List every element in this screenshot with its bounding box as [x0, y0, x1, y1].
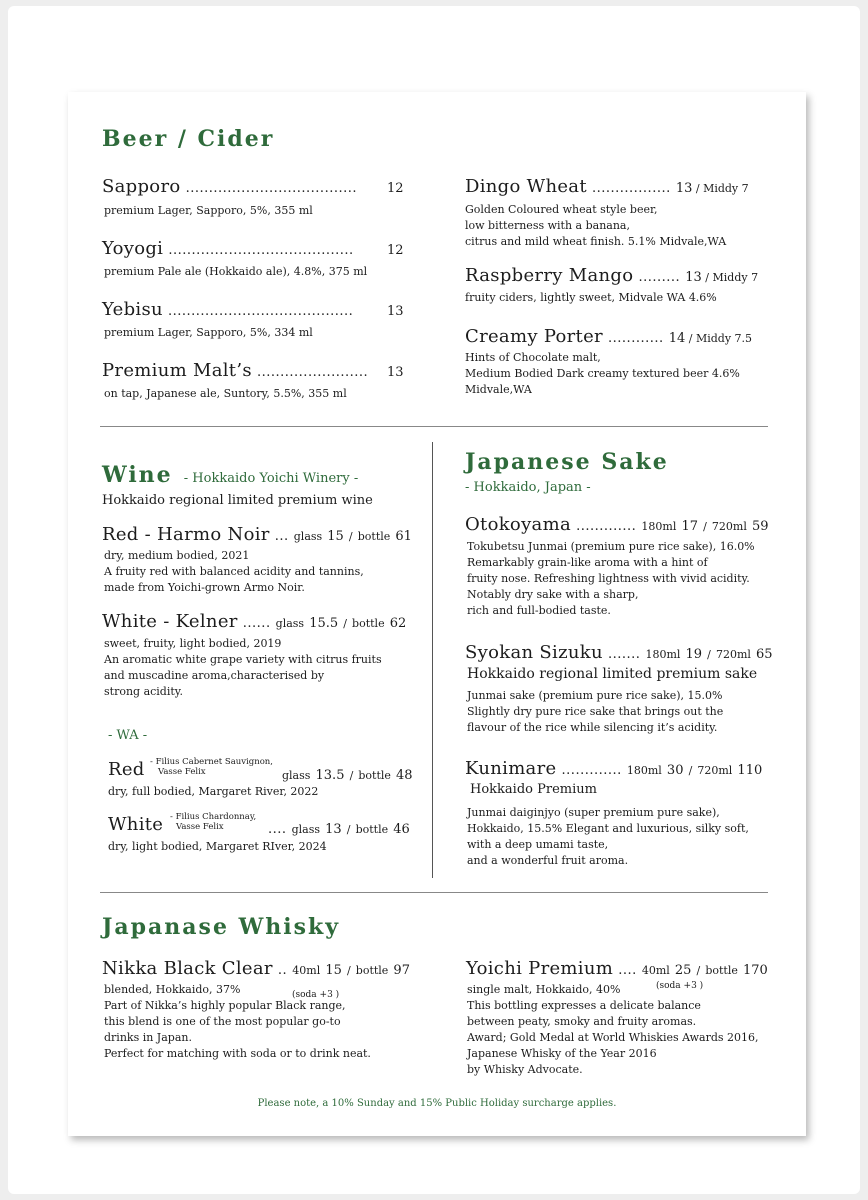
item-price-middy: Middy 7	[703, 182, 749, 195]
item-description	[465, 350, 740, 398]
description-line: Perfect for matching with soda or to drink neat.	[104, 1047, 371, 1060]
item-price-middy: Middy 7.5	[695, 332, 753, 345]
item-description: premium Pale ale (Hokkaido ale), 4.8%, 375 ml	[104, 265, 368, 278]
section-divider	[100, 892, 768, 893]
item-description: fruity ciders, lightly sweet, Midvale WA 4.6%	[465, 291, 717, 304]
whisky-heading: Japanase Whisky	[102, 914, 341, 940]
note-line: - Filius Chardonnay,	[170, 812, 257, 822]
leader-dots: ......	[242, 616, 271, 631]
bottle-price: 62	[389, 616, 407, 631]
size-price: 15	[325, 963, 342, 978]
price-separator: /	[703, 520, 707, 533]
item-description: premium Lager, Sapporo, 5%, 334 ml	[104, 326, 313, 339]
item-name: Red - Harmo Noir	[102, 524, 270, 545]
menu-item-raspberry-mango	[465, 265, 758, 286]
description-line: Notably dry sake with a sharp,	[467, 588, 639, 601]
description-line: low bitterness with a banana,	[465, 219, 630, 232]
item-name: Nikka Black Clear	[102, 958, 273, 979]
leader-dots: .....................................	[185, 181, 357, 196]
description-line: blended, Hokkaido, 37%	[104, 983, 241, 996]
sake-heading: Japanese Sake	[465, 449, 669, 475]
item-price: 13	[387, 365, 404, 380]
leader-dots: .............	[576, 519, 637, 534]
leader-dots: ....	[268, 822, 287, 837]
section-divider	[100, 426, 768, 427]
leader-dots: .................	[591, 181, 671, 196]
description-line: Remarkably grain-like aroma with a hint of	[467, 556, 708, 569]
menu-item-yoichi-premium	[466, 958, 768, 979]
soda-note: (soda +3 )	[292, 990, 340, 1000]
description-line: single malt, Hokkaido, 40%	[467, 983, 621, 996]
item-name: Yoichi Premium	[466, 958, 614, 979]
description-line: by Whisky Advocate.	[467, 1063, 583, 1076]
item-name: Yoyogi	[102, 238, 164, 259]
price-separator: /	[343, 617, 347, 630]
item-name: Dingo Wheat	[465, 176, 587, 197]
description-line: Tokubetsu Junmai (premium pure rice sake), 16.0%	[467, 540, 755, 553]
description-line: strong acidity.	[104, 685, 184, 698]
glass-price: 13.5	[315, 768, 345, 783]
item-description	[104, 982, 371, 1062]
leader-dots: ............	[608, 331, 664, 346]
item-price: 13	[387, 304, 404, 319]
bottle-label: bottle	[357, 530, 391, 543]
description-line: Hints of Chocolate malt,	[465, 351, 601, 364]
wa-white-prices	[268, 818, 410, 837]
description-line: Part of Nikka’s highly popular Black range,	[104, 999, 346, 1012]
size-price: 59	[751, 519, 769, 534]
price-separator: /	[701, 271, 713, 284]
bottle-price: 46	[393, 822, 410, 837]
wa-red-prices	[282, 764, 413, 783]
menu-item-premium-malts	[102, 360, 368, 381]
glass-price: 15.5	[309, 616, 339, 631]
menu-item-sapporo	[102, 176, 357, 197]
glass-price: 15	[327, 529, 344, 544]
item-name: Creamy Porter	[465, 326, 603, 347]
description-line: rich and full-bodied taste.	[467, 604, 611, 617]
leader-dots: ........................	[256, 365, 369, 380]
item-name: Syokan Sizuku	[465, 642, 603, 663]
note-line: Vasse Felix	[176, 822, 224, 832]
menu-page	[68, 92, 806, 1136]
item-tagline: Hokkaido regional limited premium sake	[467, 666, 758, 682]
item-name: Red	[108, 759, 145, 780]
item-name: Yebisu	[102, 299, 163, 320]
bottle-price: 170	[742, 963, 768, 978]
item-description: dry, light bodied, Margaret RIver, 2024	[108, 840, 327, 853]
size-price: 30	[666, 763, 684, 778]
wine-producer-note	[150, 757, 273, 777]
column-divider	[432, 442, 433, 878]
description-line: sweet, fruity, light bodied, 2019	[104, 637, 282, 650]
size-price: 17	[681, 519, 698, 534]
glass-label: glass	[291, 823, 321, 836]
description-line: Midvale,WA	[465, 383, 532, 396]
size-label: 180ml	[645, 648, 681, 661]
price-separator: /	[688, 764, 693, 777]
leader-dots: .............	[561, 763, 622, 778]
description-line: An aromatic white grape variety with citrus fruits	[104, 653, 382, 666]
wine-heading: Wine	[102, 462, 173, 488]
item-tagline: Hokkaido Premium	[470, 782, 597, 797]
menu-item-yebisu	[102, 299, 353, 320]
item-price: 13	[685, 270, 702, 285]
size-label: 180ml	[626, 764, 662, 777]
description-line: A fruity red with balanced acidity and tannins,	[104, 565, 364, 578]
bottle-price: 48	[396, 768, 413, 783]
item-name: Otokoyama	[465, 514, 571, 535]
item-description	[467, 982, 759, 1078]
description-line: and muscadine aroma,characterised by	[104, 669, 325, 682]
item-description	[467, 539, 755, 619]
glass-label: glass	[293, 530, 323, 543]
leader-dots: ..	[277, 963, 288, 978]
menu-item-red-harmo-noir	[102, 524, 412, 545]
description-line: Japanese Whisky of the Year 2016	[467, 1047, 657, 1060]
price-separator: /	[348, 530, 353, 543]
description-line: with a deep umami taste,	[467, 838, 609, 851]
price-separator: /	[346, 964, 351, 977]
description-line: dry, medium bodied, 2021	[104, 549, 250, 562]
item-name: Sapporo	[102, 176, 181, 197]
size-label: 40ml	[292, 964, 321, 977]
description-line: Golden Coloured wheat style beer,	[465, 203, 658, 216]
price-separator: /	[692, 182, 704, 195]
item-description: premium Lager, Sapporo, 5%, 355 ml	[104, 204, 313, 217]
item-description: on tap, Japanese ale, Suntory, 5.5%, 355 ml	[104, 387, 347, 400]
description-line: Junmai sake (premium pure rice sake), 15.0%	[467, 689, 723, 702]
item-name: Kunimare	[465, 758, 557, 779]
glass-price: 13	[325, 822, 342, 837]
size-label: 720ml	[711, 520, 747, 533]
bottle-label: bottle	[355, 823, 389, 836]
description-line: this blend is one of the most popular go-to	[104, 1015, 341, 1028]
bottle-price: 97	[393, 963, 410, 978]
item-description	[104, 636, 382, 700]
item-name: White - Kelner	[102, 611, 238, 632]
item-price-middy: Middy 7	[712, 271, 759, 284]
item-name: Raspberry Mango	[465, 265, 634, 286]
item-description	[104, 548, 364, 596]
menu-item-kunimare	[465, 758, 762, 779]
leader-dots: .......	[607, 647, 641, 662]
glass-label: glass	[275, 617, 305, 630]
description-line: Award; Gold Medal at World Whiskies Awards 2016,	[467, 1031, 759, 1044]
surcharge-footer-note: Please note, a 10% Sunday and 15% Public Holiday surcharge applies.	[257, 1098, 617, 1109]
size-price: 19	[685, 647, 703, 662]
price-separator: /	[696, 964, 701, 977]
price-separator: /	[349, 769, 354, 782]
wine-subtitle: - Hokkaido Yoichi Winery -	[183, 471, 359, 486]
wine-producer-note	[170, 812, 256, 832]
leader-dots: ...	[274, 529, 289, 544]
bottle-label: bottle	[358, 769, 391, 782]
description-line: This bottling expresses a delicate balance	[467, 999, 701, 1012]
leader-dots: ....	[618, 963, 637, 978]
menu-item-creamy-porter	[465, 326, 752, 347]
item-price: 12	[387, 243, 404, 258]
description-line: made from Yoichi-grown Armo Noir.	[104, 581, 305, 594]
description-line: Hokkaido, 15.5% Elegant and luxurious, silky soft,	[467, 822, 749, 835]
bottle-label: bottle	[352, 617, 385, 630]
beer-cider-heading: Beer / Cider	[102, 126, 275, 152]
size-label: 720ml	[697, 764, 733, 777]
wine-heading-row	[102, 462, 358, 488]
leader-dots: ........................................	[167, 304, 354, 319]
size-price: 65	[756, 647, 773, 662]
description-line: between peaty, smoky and fruity aromas.	[467, 1015, 697, 1028]
item-description	[467, 805, 749, 869]
description-line: fruity nose. Refreshing lightness with vivid acidity.	[467, 572, 750, 585]
size-price: 110	[737, 763, 763, 778]
size-label: 180ml	[641, 520, 677, 533]
sake-subtitle: - Hokkaido, Japan -	[465, 480, 591, 495]
menu-item-otokoyama	[465, 514, 769, 535]
note-line: Vasse Felix	[158, 767, 206, 777]
glass-label: glass	[282, 769, 311, 782]
description-line: Slightly dry pure rice sake that brings out the	[467, 705, 724, 718]
size-label: 40ml	[641, 964, 670, 977]
menu-item-syokan-sizuku	[465, 642, 773, 663]
soda-note: (soda +3 )	[656, 981, 704, 991]
description-line: flavour of the rice while silencing it’s acidity.	[467, 721, 718, 734]
description-line: and a wonderful fruit aroma.	[467, 854, 629, 867]
description-line: drinks in Japan.	[104, 1031, 192, 1044]
item-price: 12	[387, 181, 404, 196]
bottle-price: 61	[395, 529, 412, 544]
item-price: 13	[675, 181, 693, 196]
size-label: 720ml	[715, 648, 751, 661]
item-description: dry, full bodied, Margaret River, 2022	[108, 785, 319, 798]
menu-item-dingo-wheat	[465, 176, 749, 197]
item-description	[465, 202, 726, 250]
note-line: - Filius Cabernet Sauvignon,	[150, 757, 273, 767]
leader-dots: ........................................	[168, 243, 354, 258]
wine-tagline: Hokkaido regional limited premium wine	[102, 493, 373, 508]
wa-subheading: - WA -	[108, 728, 148, 743]
item-price: 14	[668, 331, 686, 346]
leader-dots: .........	[638, 270, 681, 285]
bottle-label: bottle	[355, 964, 389, 977]
description-line: Medium Bodied Dark creamy textured beer 4.6%	[465, 367, 740, 380]
description-line: Junmai daiginjyo (super premium pure sake),	[467, 806, 720, 819]
menu-item-nikka-black-clear	[102, 958, 410, 979]
price-separator: /	[685, 332, 696, 345]
item-name: Premium Malt’s	[102, 360, 252, 381]
item-description	[467, 688, 723, 736]
description-line: citrus and mild wheat finish. 5.1% Midvale,WA	[465, 235, 727, 248]
menu-item-white-kelner	[102, 611, 406, 632]
item-name: White	[108, 814, 164, 835]
menu-item-yoyogi	[102, 238, 354, 259]
price-separator: /	[346, 823, 351, 836]
size-price: 25	[674, 963, 692, 978]
price-separator: /	[707, 648, 711, 661]
bottle-label: bottle	[705, 964, 738, 977]
